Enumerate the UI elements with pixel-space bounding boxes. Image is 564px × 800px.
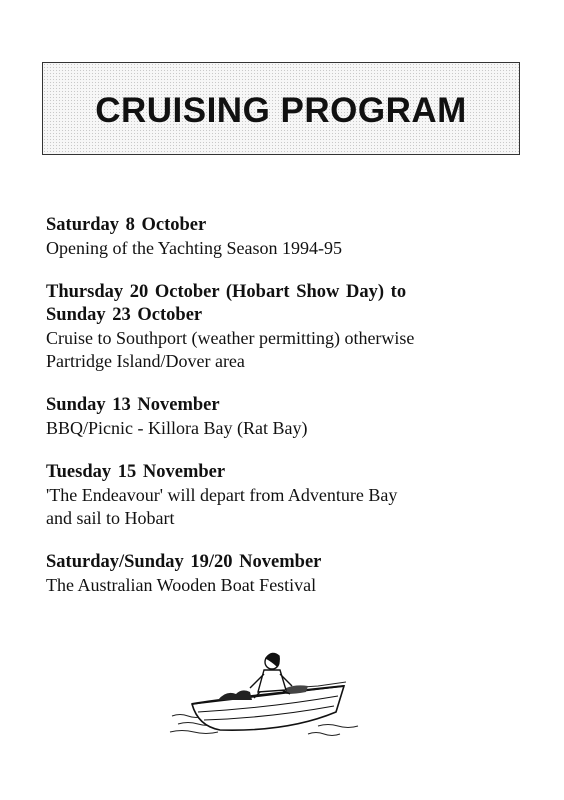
event-item [46, 214, 516, 260]
event-date: Saturday/Sunday 19/20 November [46, 552, 322, 572]
event-description-continued: and sail to Hobart [46, 508, 175, 528]
event-description: The Australian Wooden Boat Festival [46, 575, 317, 595]
event-list [46, 214, 516, 618]
event-description: Cruise to Southport (weather permitting) otherwise [46, 328, 415, 348]
event-item [46, 281, 516, 373]
event-date: Tuesday 15 November [46, 462, 226, 482]
rowboat-figure-icon [168, 646, 368, 742]
event-description-continued: Partridge Island/Dover area [46, 351, 245, 371]
page-title: CRUISING PROGRAM [95, 90, 467, 130]
event-description: BBQ/Picnic - Killora Bay (Rat Bay) [46, 418, 308, 438]
event-item [46, 461, 516, 530]
event-date-continued: Sunday 23 October [46, 305, 203, 325]
boat-hull [192, 686, 344, 730]
event-date: Sunday 13 November [46, 395, 220, 415]
title-banner [42, 62, 520, 155]
event-description: 'The Endeavour' will depart from Adventure Bay [46, 485, 398, 505]
event-item [46, 394, 516, 440]
event-description: Opening of the Yachting Season 1994-95 [46, 238, 342, 258]
event-item [46, 551, 516, 597]
event-date: Thursday 20 October (Hobart Show Day) to [46, 282, 407, 302]
seated-figure [250, 653, 292, 698]
event-date: Saturday 8 October [46, 215, 207, 235]
